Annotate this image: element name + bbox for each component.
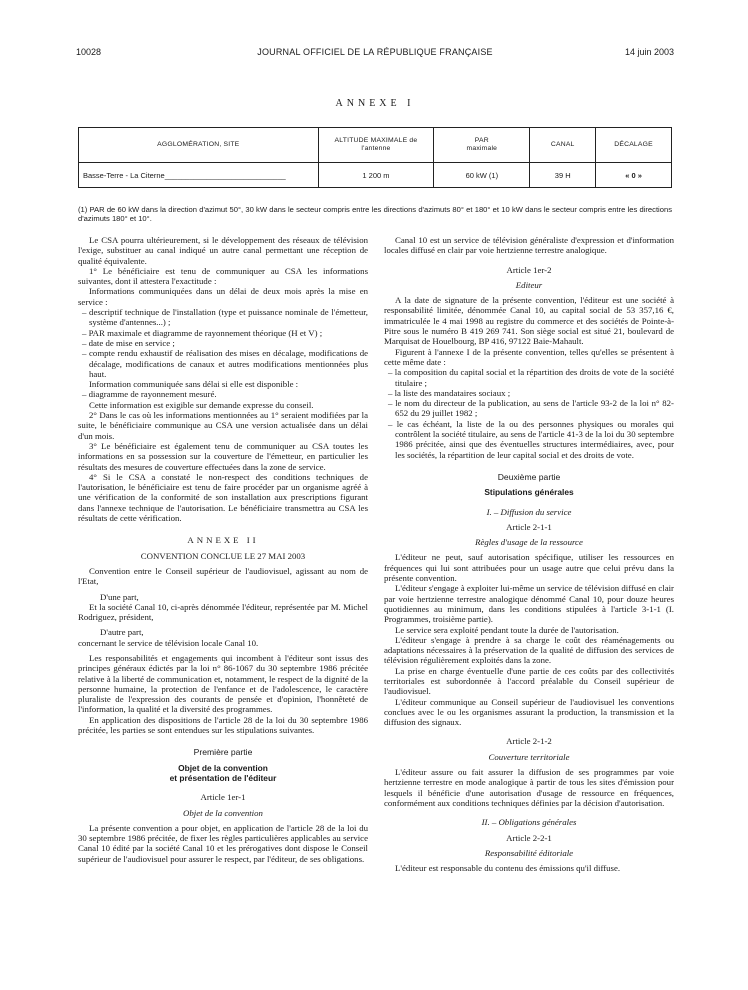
- list-item: – PAR maximale et diagramme de rayonnement théorique (H et V) ;: [82, 327, 323, 338]
- paragraph: Canal 10 est un service de télévision généraliste d'expression et d'information locales diffusé en clair par voie hertzienne terrestre analogique.: [384, 235, 674, 256]
- paragraph: La prise en charge éventuelle d'une partie de ces coûts par des collectivités territoriales est subordonnée à l'accord préalable du Conseil supérieur de l'audiovisuel.: [384, 665, 674, 697]
- article-heading: Article 1er-1: [200, 792, 246, 803]
- article-title: Objet de la convention: [183, 807, 263, 818]
- paragraph: A la date de signature de la présente convention, l'éditeur est une société à responsabilité limitée, dénommée Canal 10, au capital social de 53 357,16 €, immatriculée le 4 mai 1998 au registre du commerce et des sociétés de Pointe-à-Pitre sous le numéro B 419 269 741. Son siège social est situé 21, boulevard de Marquisat de Houelbourg, BP 416, 97122 Baie-Mahault.: [384, 295, 674, 347]
- article-heading: Article 2-1-2: [506, 736, 552, 747]
- paragraph: Le CSA pourra ultérieurement, si le développement des réseaux de télévision l'exige, substituer au canal indiqué un autre canal permettant une réception de qualité équivalente.: [78, 235, 368, 266]
- list-item: – compte rendu exhaustif de réalisation des mises en décalage, modifications de décalage, modifications de canaux et autres modifications mentionnées plus haut.: [82, 348, 368, 379]
- article-title: Responsabilité éditoriale: [484, 847, 574, 858]
- paragraph: L'éditeur s'engage à exploiter lui-même un service de télévision diffusé en clair par voie hertzienne terrestre analogique dénommé Canal 10, pour douze heures quotidiennes au minimum, dans les conditions stipulées à l'article 3-1-1 (I. Programmes, troisième partie).: [384, 583, 674, 625]
- paragraph: Les responsabilités et engagements qui incombent à l'éditeur sont issus des principes généraux édictés par la loi n° 86-1067 du 30 septembre 1986 précitée relative à la liberté de communication et, notamment, le respect de la dignité de la personne humaine, la protection de l'enfance et de l'adolescence, le caractère pluraliste de l'expression des courants de pensée et d'opinion, l'honnêteté de l'information, la qualité et la diversité des programmes.: [78, 652, 368, 715]
- site-name: Basse-Terre - La Citerne: [83, 170, 165, 180]
- paragraph: 1° Le bénéficiaire est tenu de communiquer au CSA les informations suivantes, dont il attestera l'exactitude :: [78, 265, 368, 287]
- page-number: 10028: [76, 47, 102, 57]
- table-header-row: [79, 128, 672, 163]
- info-list: [78, 389, 368, 399]
- paragraph: Cette information est exigible sur demande expresse du conseil.: [89, 399, 314, 410]
- page-header: [76, 47, 674, 61]
- column-header: ALTITUDE MAXIMALE de l'antenne: [318, 128, 434, 163]
- article-heading: Article 2-2-1: [506, 832, 552, 843]
- article-heading: Article 1er-2: [506, 264, 552, 275]
- column-header: AGGLOMÉRATION, SITE: [79, 128, 319, 163]
- section-heading: II. – Obligations générales: [481, 817, 577, 828]
- list-item: – le cas échéant, la liste de la ou des personnes physiques ou morales qui contrôlent la société titulaire, au sens de l'article 41-3 de la loi du 30 septembre 1986 précitée, ainsi que des éventuelles structures intermédiaires, avec, pour les sociétés, la répartition de leur capital social et des droits de vote.: [388, 418, 674, 460]
- paragraph: Information communiquée sans délai si elle est disponible :: [89, 379, 299, 390]
- table-row: [79, 163, 672, 188]
- column-header: DÉCALAGE: [596, 128, 672, 163]
- paragraph: 3° Le bénéficiaire est également tenu de communiquer au CSA toutes les informations en sa possession sur la couverture de l'émetteur, en particulier les résultats des mesures de couverture effectuées dans la zone de service.: [78, 440, 368, 472]
- list-item: – descriptif technique de l'installation (type et puissance nominale de l'émetteur, système d'antennes...) ;: [82, 307, 368, 328]
- publication-date: 14 juin 2003: [624, 47, 674, 57]
- frequency-table: [78, 127, 672, 188]
- info-list: [78, 307, 368, 379]
- journal-title: JOURNAL OFFICIEL DE LA RÉPUBLIQUE FRANÇAISE: [257, 47, 493, 57]
- paragraph: L'éditeur assure ou fait assurer la diffusion de ses programmes par voie hertzienne terrestre en mode analogique à partir de tous les sites d'émission pour lesquels il bénéficie d'une autorisation d'usage de ressource en fréquences, conformément aux conditions techniques définies par la décision d'autorisation.: [384, 767, 674, 808]
- left-column: [78, 235, 368, 864]
- section-heading: I. – Diffusion du service: [486, 506, 572, 517]
- paragraph: concernant le service de télévision locale Canal 10.: [78, 637, 259, 648]
- canal-cell: 39 H: [530, 163, 596, 188]
- part-heading: Deuxième partie: [497, 471, 561, 482]
- list-item: – la liste des mandataires sociaux ;: [388, 387, 511, 398]
- paragraph: Le service sera exploité pendant toute la durée de l'autorisation.: [395, 624, 619, 635]
- annex-i-title: ANNEXE I: [335, 98, 415, 109]
- paragraph: Figurent à l'annexe I de la présente convention, telles qu'elles se présentent à cette même date :: [384, 346, 674, 367]
- list-item: – date de mise en service ;: [82, 337, 175, 348]
- paragraph: Et la société Canal 10, ci-après dénommée l'éditeur, représentée par M. Michel Rodriguez, président,: [78, 601, 368, 623]
- convention-title: CONVENTION CONCLUE LE 27 MAI 2003: [140, 550, 306, 561]
- part-title: Stipulations générales: [484, 487, 574, 498]
- paragraph: D'une part,: [100, 591, 139, 602]
- column-header: PAR maximale: [434, 128, 530, 163]
- decalage-cell: « 0 »: [596, 163, 672, 188]
- annex-contents-list: [384, 367, 674, 460]
- article-title: Règles d'usage de la ressource: [475, 537, 583, 548]
- article-title: Couverture territoriale: [488, 751, 570, 762]
- paragraph: 4° Si le CSA a constaté le non-respect des conditions techniques de l'autorisation, le bénéficiaire est tenu de faire procéder par un organisme agréé à une vérification de la conformité de son installation aux prescriptions figurant dans l'annexe technique de l'autorisation. Le bénéficiaire transmettra au CSA les résultats de cette vérification.: [78, 471, 368, 524]
- article-title: Editeur: [515, 279, 543, 290]
- paragraph: D'autre part,: [100, 627, 144, 638]
- list-item: – diagramme de rayonnement mesuré.: [82, 389, 217, 400]
- par-cell: 60 kW (1): [434, 163, 530, 188]
- dot-leader: _____________________________: [164, 170, 286, 180]
- table-footnote: (1) PAR de 60 kW dans la direction d'azimut 50°, 30 kW dans le secteur compris entre les directions d'azimuts 80° et 180° et 10 kW dans le secteur compris entre les directions d'azimuts 180° et 10°.: [78, 205, 672, 223]
- altitude-cell: 1 200 m: [318, 163, 434, 188]
- right-column: [384, 235, 674, 873]
- paragraph: Informations communiquées dans un délai de deux mois après la mise en service :: [78, 286, 368, 307]
- article-heading: Article 2-1-1: [506, 521, 552, 532]
- site-cell: [79, 163, 319, 188]
- paragraph: La présente convention a pour objet, en application de l'article 28 de la loi du 30 septembre 1986 précitée, de fixer les règles particulières applicables au service Canal 10 édité par la société Canal 10 et les prérogatives dont dispose le Conseil supérieur de l'audiovisuel pour assurer le respect, par l'éditeur, de ses obligations.: [78, 822, 368, 864]
- part-heading: Première partie: [193, 747, 253, 758]
- paragraph: Convention entre le Conseil supérieur de l'audiovisuel, agissant au nom de l'Etat,: [78, 565, 368, 587]
- paragraph: L'éditeur ne peut, sauf autorisation spécifique, utiliser les ressources en fréquences qui lui sont attribuées pour un usage autre que celui prévu dans la présente convention.: [384, 552, 674, 584]
- paragraph: L'éditeur communique au Conseil supérieur de l'audiovisuel les conventions conclues avec le ou les organismes assurant la production, la transmission et la diffusion des signaux.: [384, 696, 674, 728]
- paragraph: L'éditeur s'engage à prendre à sa charge le coût des réaménagements ou adaptations nécessaires à la préservation de la qualité de diffusion des services de télévision régulièrement exploités dans la zone.: [384, 634, 674, 666]
- list-item: – le nom du directeur de la publication, au sens de l'article 93-2 de la loi n° 82-652 du 29 juillet 1982 ;: [388, 398, 674, 419]
- paragraph: 2° Dans le cas où les informations mentionnées au 1° seraient modifiées par la suite, le bénéficiaire communique au CSA une version actualisée dans un délai d'un mois.: [78, 410, 368, 441]
- list-item: – la composition du capital social et la répartition des droits de vote de la société titulaire ;: [388, 367, 674, 388]
- part-title: et présentation de l'éditeur: [169, 772, 277, 783]
- annex-ii-title: ANNEXE II: [187, 535, 259, 546]
- paragraph: En application des dispositions de l'article 28 de la loi du 30 septembre 1986 précitée, les parties se sont entendues sur les stipulations suivantes.: [78, 714, 368, 736]
- paragraph: L'éditeur est responsable du contenu des émissions qu'il diffuse.: [395, 863, 621, 874]
- part-title: Objet de la convention: [178, 762, 268, 773]
- column-header: CANAL: [530, 128, 596, 163]
